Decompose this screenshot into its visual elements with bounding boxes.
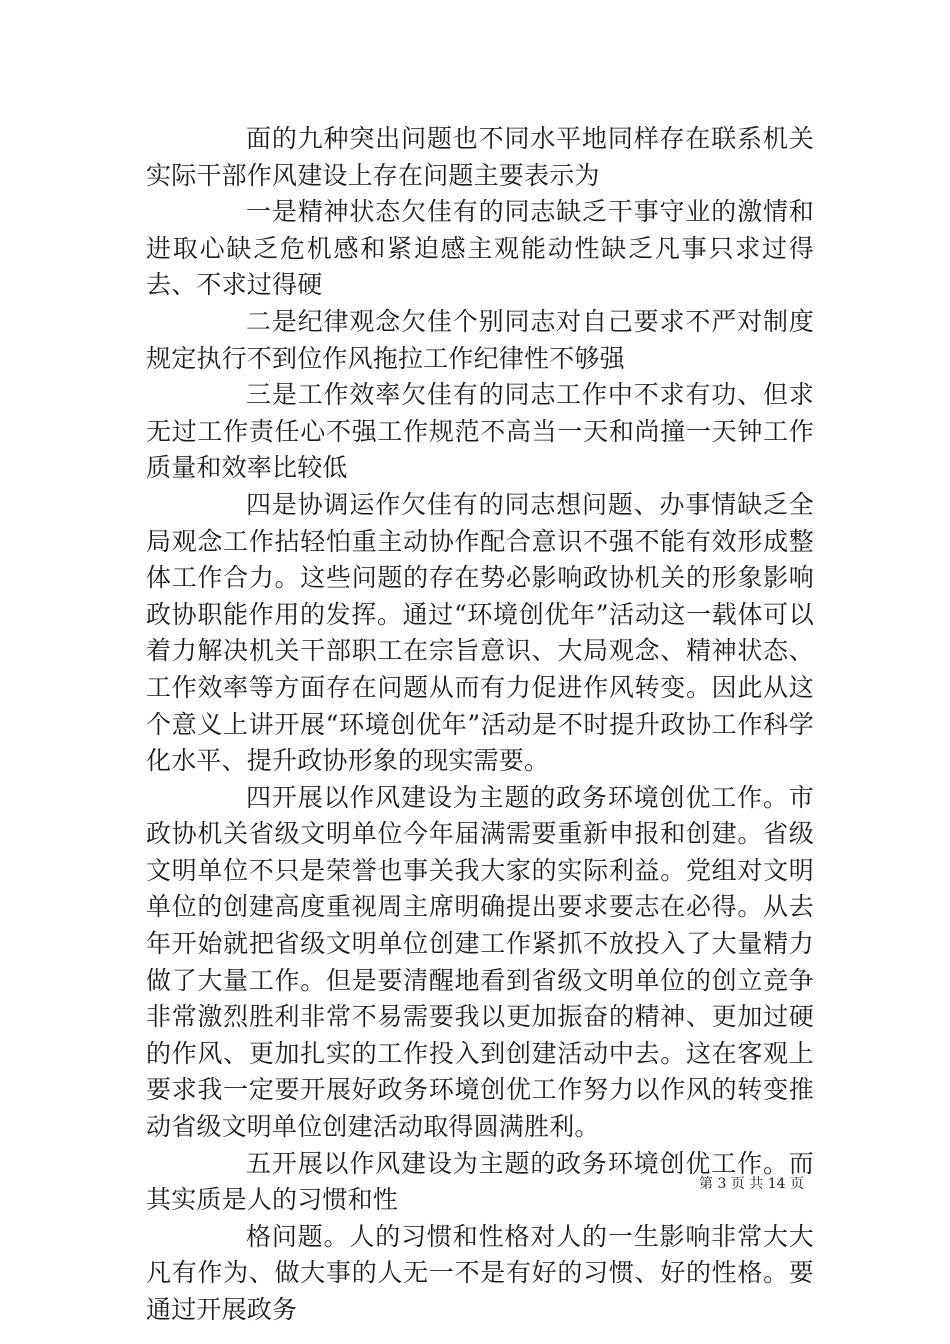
paragraph: 三是工作效率欠佳有的同志工作中不求有功、但求无过工作责任心不强工作规范不高当一天和尚撞一天钟工作质量和效率比较低: [146, 380, 814, 483]
paragraph: 面的九种突出问题也不同水平地同样存在联系机关实际干部作风建设上存在问题主要表示为: [146, 124, 814, 190]
paragraph: 二是纪律观念欠佳个别同志对自己要求不严对制度规定执行不到位作风拖拉工作纪律性不够强: [146, 306, 814, 373]
paragraph: 格问题。人的习惯和性格对人的一生影响非常大大凡有作为、做大事的人无一不是有好的习惯、好的性格。要通过开展政务: [146, 1221, 814, 1324]
paragraph: 一是精神状态欠佳有的同志缺乏干事守业的激情和进取心缺乏危机感和紧迫感主观能动性缺乏凡事只求过得去、不求过得硬: [146, 197, 814, 300]
paragraph: 四是协调运作欠佳有的同志想问题、办事情缺乏全局观念工作拈轻怕重主动协作配合意识不强不能有效形成整体工作合力。这些问题的存在势必影响政协机关的形象影响政协职能作用的发挥。通过“环境创优年”活动这一载体可以着力解决机关干部职工在宗旨意识、大局观念、精神状态、工作效率等方面存在问题从而有力促进作风转变。因此从这个意义上讲开展“环境创优年”活动是不时提升政协工作科学化水平、提升政协形象的现实需要。: [146, 489, 814, 776]
document-body: [146, 121, 814, 1329]
page-number: 第 3 页 共 14 页: [699, 1176, 804, 1192]
paragraph: 五开展以作风建设为主题的政务环境创优工作。而其实质是人的习惯和性: [146, 1148, 814, 1215]
paragraph: 四开展以作风建设为主题的政务环境创优工作。市政协机关省级文明单位今年届满需要重新申报和创建。省级文明单位不只是荣誉也事关我大家的实际利益。党组对文明单位的创建高度重视周主席明确提出要求要志在必得。从去年开始就把省级文明单位创建工作紧抓不放投入了大量精力做了大量工作。但是要清醒地看到省级文明单位的创立竞争非常激烈胜利非常不易需要我以更加振奋的精神、更加过硬的作风、更加扎实的工作投入到创建活动中去。这在客观上要求我一定要开展好政务环境创优工作努力以作风的转变推动省级文明单位创建活动取得圆满胜利。: [146, 782, 814, 1142]
